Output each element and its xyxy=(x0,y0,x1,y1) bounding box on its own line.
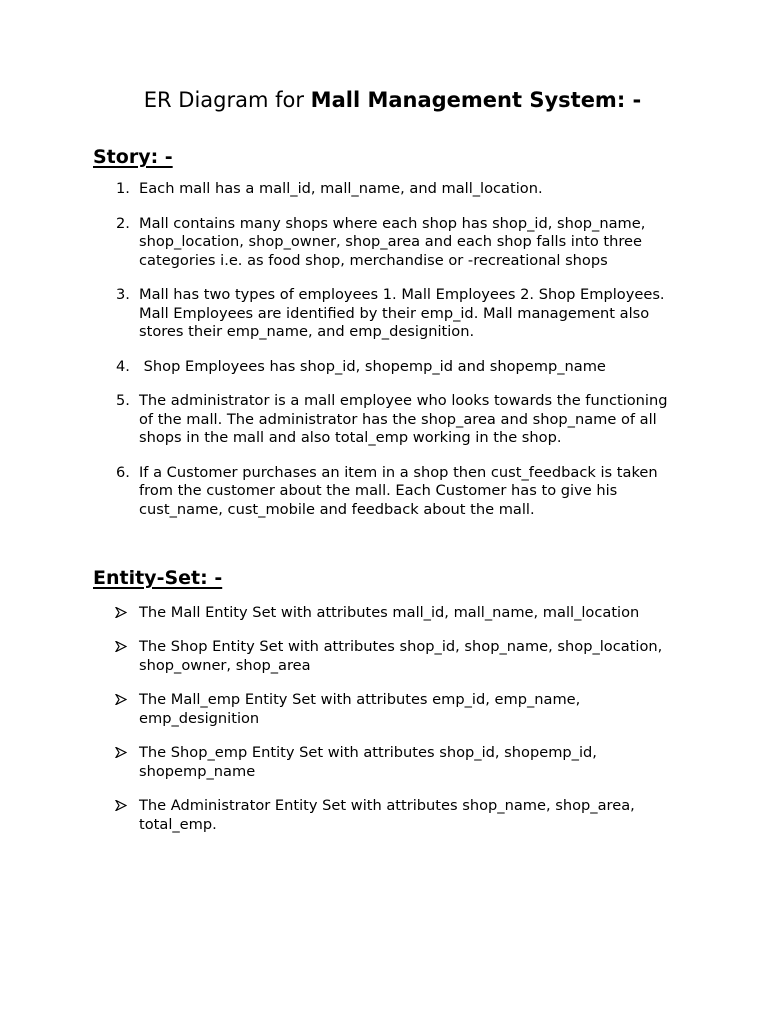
story-item-text: Shop Employees has shop_id, shopemp_id and shopemp_name xyxy=(139,357,606,375)
arrowhead-bullet-icon xyxy=(115,607,127,618)
story-item-number: 4. xyxy=(116,357,130,375)
arrowhead-bullet-icon xyxy=(115,747,127,758)
entity-set-item xyxy=(93,690,676,728)
title-emphasis: Mall Management System: - xyxy=(310,88,642,112)
entity-set-item xyxy=(93,603,676,622)
entity-set-item-text: The Mall_emp Entity Set with attributes emp_id, emp_name, emp_designition xyxy=(139,691,581,727)
story-item-number: 5. xyxy=(116,392,130,409)
story-item-number: 2. xyxy=(116,214,130,232)
story-item xyxy=(93,180,676,199)
arrowhead-bullet-icon xyxy=(115,694,127,705)
story-item-text: Each mall has a mall_id, mall_name, and mall_location. xyxy=(139,180,543,197)
title-prefix: ER Diagram for xyxy=(143,88,304,112)
story-item xyxy=(93,286,676,342)
story-item-text: The administrator is a mall employee who looks towards the functioning of the mall. The administrator has the shop_area and shop_name of all shops in the mall and also total_emp working in the shop. xyxy=(139,392,668,446)
story-item-text: If a Customer purchases an item in a shop then cust_feedback is taken from the customer about the mall. Each Customer has to give his cust_name, cust_mobile and feedback about the mall. xyxy=(139,463,658,518)
story-list xyxy=(93,180,676,519)
story-item xyxy=(93,358,676,377)
entity-set-item-text: The Administrator Entity Set with attributes shop_name, shop_area, total_emp. xyxy=(139,797,635,833)
arrowhead-bullet-icon xyxy=(115,800,127,811)
story-item-text: Mall contains many shops where each shop has shop_id, shop_name, shop_location, shop_owner, shop_area and each shop falls into three categories i.e. as food shop, merchandise or -recreational shops xyxy=(139,214,646,269)
story-item xyxy=(93,464,676,520)
entity-set-item xyxy=(93,743,676,781)
document-title xyxy=(109,84,676,116)
entity-set-item-text: The Mall Entity Set with attributes mall_id, mall_name, mall_location xyxy=(139,604,640,621)
story-item-number: 3. xyxy=(116,286,130,303)
story-item-number: 1. xyxy=(116,180,130,197)
arrowhead-bullet-icon xyxy=(115,641,127,652)
entity-set-item xyxy=(93,796,676,834)
entity-set-heading: Entity-Set: - xyxy=(93,567,223,589)
entity-set-item xyxy=(93,637,676,675)
story-heading: Story: - xyxy=(93,146,173,168)
story-item xyxy=(93,392,676,448)
entity-set-item-text: The Shop Entity Set with attributes shop_id, shop_name, shop_location, shop_owner, shop_area xyxy=(139,638,663,674)
entity-set-list xyxy=(93,603,676,834)
story-item-number: 6. xyxy=(116,463,130,481)
story-item xyxy=(93,215,676,271)
entity-set-item-text: The Shop_emp Entity Set with attributes shop_id, shopemp_id, shopemp_name xyxy=(139,744,597,780)
story-item-text: Mall has two types of employees 1. Mall Employees 2. Shop Employees. Mall Employees are identified by their emp_id. Mall management also stores their emp_name, and emp_designition. xyxy=(139,286,665,340)
